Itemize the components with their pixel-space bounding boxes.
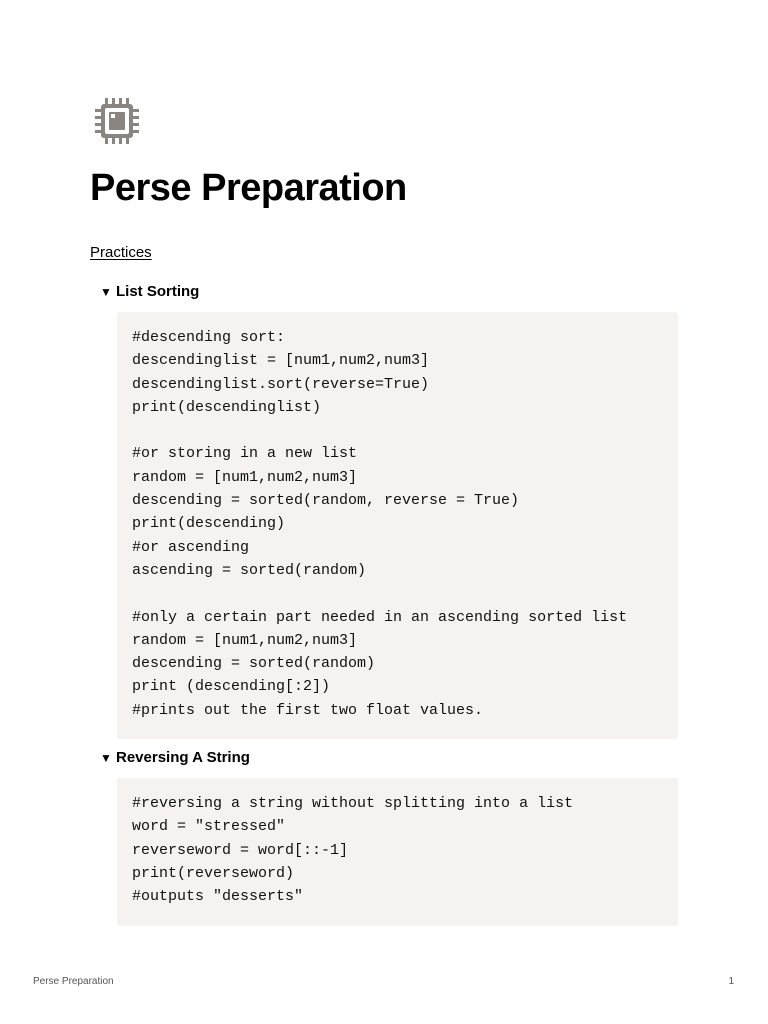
code-line: #descending sort: bbox=[132, 329, 286, 346]
footer-document-title: Perse Preparation bbox=[33, 976, 114, 987]
code-line: #or ascending bbox=[132, 538, 250, 556]
code-line: descendinglist = [num1,num2,num3] bbox=[132, 352, 430, 370]
code-block-list-sorting bbox=[117, 312, 678, 739]
page-title: Perse Preparation bbox=[90, 167, 407, 209]
page-icon bbox=[94, 96, 142, 146]
code-line bbox=[132, 419, 678, 442]
code-line: descendinglist.sort(reverse=True) bbox=[132, 375, 430, 393]
code-line: print (descending[:2]) bbox=[132, 678, 331, 696]
code-line: reverseword = word[::-1] bbox=[132, 841, 349, 859]
toggle-list-sorting[interactable] bbox=[100, 283, 199, 301]
triangle-down-icon[interactable]: ▼ bbox=[100, 285, 112, 299]
toggle-title: Reversing A String bbox=[116, 749, 250, 766]
code-line: #or storing in a new list bbox=[132, 445, 358, 463]
code-line: random = [num1,num2,num3] bbox=[132, 468, 358, 486]
code-line: descending = sorted(random, reverse = True) bbox=[132, 492, 520, 510]
code-line: word = "stressed" bbox=[132, 818, 286, 836]
triangle-down-icon[interactable]: ▼ bbox=[100, 751, 112, 765]
code-line: print(descendinglist) bbox=[132, 398, 322, 416]
code-block-reversing-a-string bbox=[117, 778, 678, 926]
code-line: #only a certain part needed in an ascending sorted list bbox=[132, 608, 628, 626]
code-line: print(reverseword) bbox=[132, 864, 295, 882]
code-line: print(descending) bbox=[132, 515, 286, 533]
toggle-reversing-a-string[interactable] bbox=[100, 749, 250, 767]
code-line: descending = sorted(random) bbox=[132, 655, 376, 673]
code-line: #outputs "desserts" bbox=[132, 888, 304, 906]
chip-icon bbox=[94, 96, 142, 146]
footer-page-number: 1 bbox=[728, 976, 734, 987]
practices-link[interactable]: Practices bbox=[90, 244, 152, 261]
code-line: #prints out the first two float values. bbox=[132, 701, 484, 719]
code-line bbox=[132, 582, 678, 605]
code-line: #reversing a string without splitting into a list bbox=[132, 795, 574, 812]
toggle-title: List Sorting bbox=[116, 283, 200, 300]
code-line: random = [num1,num2,num3] bbox=[132, 631, 358, 649]
code-line: ascending = sorted(random) bbox=[132, 561, 367, 579]
